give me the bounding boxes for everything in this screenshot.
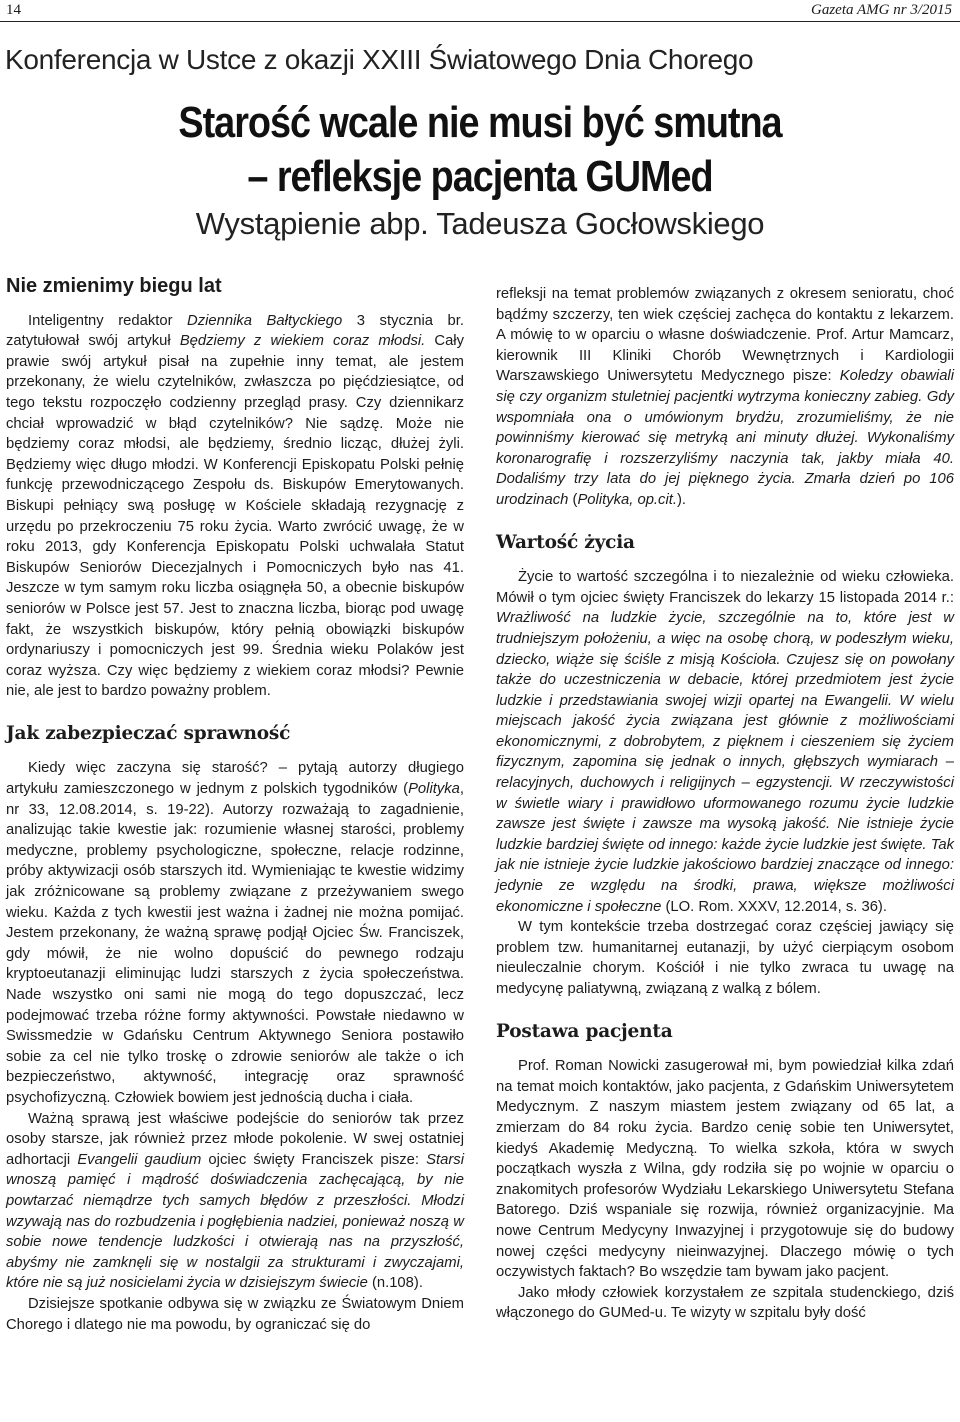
paragraph: Dzisiejsze spotkanie odbywa się w związku ze Światowym Dniem Chorego i dlatego nie ma powodu, by ograniczać się do bbox=[6, 1295, 464, 1333]
page-number: 14 bbox=[6, 2, 21, 18]
section-heading-3: Wartość życia bbox=[496, 531, 635, 553]
left-column bbox=[6, 276, 464, 1335]
issue-label: Gazeta AMG nr 3/2015 bbox=[811, 2, 952, 18]
paragraph: Życie to wartość szczególna i to niezależnie od wieku człowieka. Mówił o tym ojciec święty Franciszek do lekarzy 15 listopada 2014 r.: Wrażliwość na ludzkie życie, szczególnie na to, które jest w trudniejszym położeniu, a więc na osobę chorą, w podeszłym wieku, dziecko, wiąże się ściśle z misją Kościoła. Czujesz się on powołany także do uczestniczenia w debacie, której przedmiotem jest życie ludzkie i przedstawiania swojej wizji opartej na Ewangelii. W wielu miejscach jakość życia związana jest głównie z możliwościami ekonomicznymi, z dobrobytem, z pięknem i cieszeniem się życiem fizycznym, zapomina się jednak o innych, głębszych wymiarach – relacyjnych, duchowych i religijnych – egzystencji. W rzeczywistości w świetle wiary i prawidłowo uformowanego rozumu życie ludzkie zawsze jest święte i zawsze ma wysoką jakość. Nie istnieje życie ludzkie bardziej święte od innego: każde życie ludzkie jest święte. Tak jak nie istnieje życie ludzkie jakościowo bardziej znaczące od innego: jedynie ze względu na środki, prawa, większe możliwości ekonomiczne i społeczne (LO. Rom. XXXV, 12.2014, s. 36). bbox=[496, 569, 954, 915]
article-subtitle: Wystąpienie abp. Tadeusza Gocłowskiego bbox=[195, 206, 765, 241]
page-header bbox=[0, 0, 960, 22]
title-line-2: – refleksje pacjenta GUMed bbox=[247, 152, 713, 201]
paragraph: W tym kontekście trzeba dostrzegać coraz częściej jawiący się problem tzw. humanitarnej eutanazji, by użyć cierpiącym osobom nieuleczalnie chorym. Kościół i nie tylko zwraca tu uwagę na medycynę paliatywną, związaną z walką z bólem. bbox=[496, 919, 954, 997]
section-heading-1: Nie zmienimy biegu lat bbox=[6, 275, 222, 297]
section-heading-4: Postawa pacjenta bbox=[496, 1020, 673, 1042]
article-title bbox=[67, 96, 893, 204]
paragraph: Jako młody człowiek korzystałem ze szpitala studenckiego, dziś włączonego do GUMed-u. Te wizyty w szpitalu były dość bbox=[496, 1284, 954, 1322]
title-line-1: Starość wcale nie musi być smutna bbox=[178, 98, 782, 147]
paragraph: Inteligentny redaktor Dziennika Bałtyckiego 3 stycznia br. zatytułował swój artykuł Będziemy z wiekiem coraz młodsi. Cały prawie swój artykuł pisał na zupełnie inny temat, ale jestem przekonany, że wielu czytelników, zwłaszcza po pięćdziesiątce, od tego tekstu rozpoczęło codzienny przegląd prasy. Czy dziennikarz chciał wprowadzić w błąd czytelników? Nie sądzę. Może nie będziemy coraz młodsi, ale będziemy, średnio licząc, dłużej żyli. Będziemy więc długo młodzi. W Konferencji Episkopatu Polski pełnię funkcję przewodniczącego Zespołu ds. Biskupów Emerytowanych. Biskupi pełniący swą posługę w Kościele składają rezygnację z urzędu po przekroczeniu 75 roku życia. Warto zwrócić uwagę, że w roku 2013, gdy Konferencja Episkopatu Polski uchwalała Statut Biskupów Seniorów Diecezjalnych i Pomocniczych było nas 41. Jeszcze w tym samym roku liczba osiągnęła 50, a obecnie biskupów seniorów w Polsce jest 57. Jest to znaczna liczba, biorąc pod uwagę fakt, że wszystkich biskupów, który pełnią obowiązki biskupów ordynariuszy i pomocniczych jest 99. Średnia wieku Polaków jest coraz wyższa. Czy więc będziemy z wiekiem coraz młodsi? Pewnie nie, ale jest to bardzo poważny problem. bbox=[6, 312, 464, 700]
paragraph: refleksji na temat problemów związanych z okresem senioratu, choć bądźmy szczerzy, ten wiek częściej zachęca do kontaktu z lekarzem. A mówię to w oparciu o własne doświadczenie. Prof. Artur Mamcarz, kierownik III Kliniki Chorób Wewnętrznych i Kardiologii Warszawskiego Uniwersytetu Medycznego pisze: Koledzy obawiali się czy organizm stuletniej pacjentki wytrzyma konieczny zabieg. Gdy wspomniała ona o umówionym brydżu, zrozumieliśmy, że nie powinniśmy kierować się metryką ani minuty dłużej. Wykonaliśmy koronarografię i rozszerzyliśmy naczynia tak, jakby miała 40. Dodaliśmy trzy lata do jej pięknego życia. Zmarła dzień po 106 urodzinach (Polityka, op.cit.). bbox=[496, 286, 955, 508]
right-column bbox=[496, 284, 954, 1324]
section-heading-2: Jak zabezpieczać sprawność bbox=[6, 722, 291, 744]
paragraph: Prof. Roman Nowicki zasugerował mi, bym powiedział kilka zdań na temat moich kontaktów, jako pacjenta, z Gdańskim Uniwersytetem Medycznym. Z naszym miastem jestem związany od 65 lat, a zmierzam do 84 roku życia. Bardzo cenię sobie ten Uniwersytet, kiedyś Akademię Medyczną. To wielka szkoła, która w swych początkach wyszła z Wilna, gdy rodziła się po wojnie w oparciu o znakomitych profesorów Wydziału Lekarskiego Uniwersytetu Stefana Batorego. Dziś wspaniale się rozwija, również organizacyjnie. Ma nowe Centrum Medycyny Inwazyjnej i przygotowuje się do budowy nowej części medycyny nieinwazyjnej. Dlaczego mówię o tych oczywistych faktach? Bo wszędzie tam bywam jako pacjent. bbox=[496, 1058, 954, 1281]
paragraph: Ważną sprawą jest właściwe podejście do seniorów tak przez osoby starsze, jak również przez młode pokolenie. W swej ostatniej adhortacji Evangelii gaudium ojciec święty Franciszek pisze: Starsi wnoszą pamięć i mądrość doświadczenia zachęcającą, by nie powtarzać niemądrze tych samych błędów z przeszłości. Młodzi wzywają nas do rozbudzenia i pogłębienia nadziei, ponieważ noszą w sobie nowe tendencje ludzkości i otwierają nas na przyszłość, abyśmy nie zamknęli się w nostalgii za strukturami i zwyczajami, które nie są już nosicielami życia w dzisiejszym świecie (n.108). bbox=[6, 1110, 464, 1292]
paragraph: Kiedy więc zaczyna się starość? – pytają autorzy długiego artykułu zamieszczonego w jednym z polskich tygodników (Polityka, nr 33, 12.08.2014, s. 19-22). Autorzy rozważają to zagadnienie, analizując takie kwestie jak: rozumienie własnej starości, problemy medyczne, problemy psychologiczne, społeczne, relacje rodzinne, próby aktywizacji osób starszych itd. Wymieniając te kwestie widzimy jak zróżnicowane są problemy związane z przeżywaniem swego wieku. Każda z tych kwestii jest ważna i żadnej nie można pomijać. Jestem przekonany, że ważną sprawę podjął Ojciec Św. Franciszek, gdy mówił, że nie wolno dopuścić do pewnego rodzaju kryptoeutanazji eliminując ludzi starszych z życia społeczeństwa. Nade wszystko oni sami nie mogą do tego dopuszczać, lecz podejmować trzeba różne formy aktywności. Powstałe niedawno w Swissmedzie w Gdańsku Centrum Aktywnego Seniora postawiło sobie za cel nie tylko troskę o zdrowie seniorów ale także o ich bezpieczeństwo, aktywność, integrację oraz sprawność psychofizyczną. Człowiek bowiem jest jednością ducha i ciała. bbox=[6, 760, 464, 1106]
conference-line: Konferencja w Ustce z okazji XXIII Światowego Dnia Chorego bbox=[5, 44, 754, 75]
header-rule bbox=[0, 21, 960, 22]
